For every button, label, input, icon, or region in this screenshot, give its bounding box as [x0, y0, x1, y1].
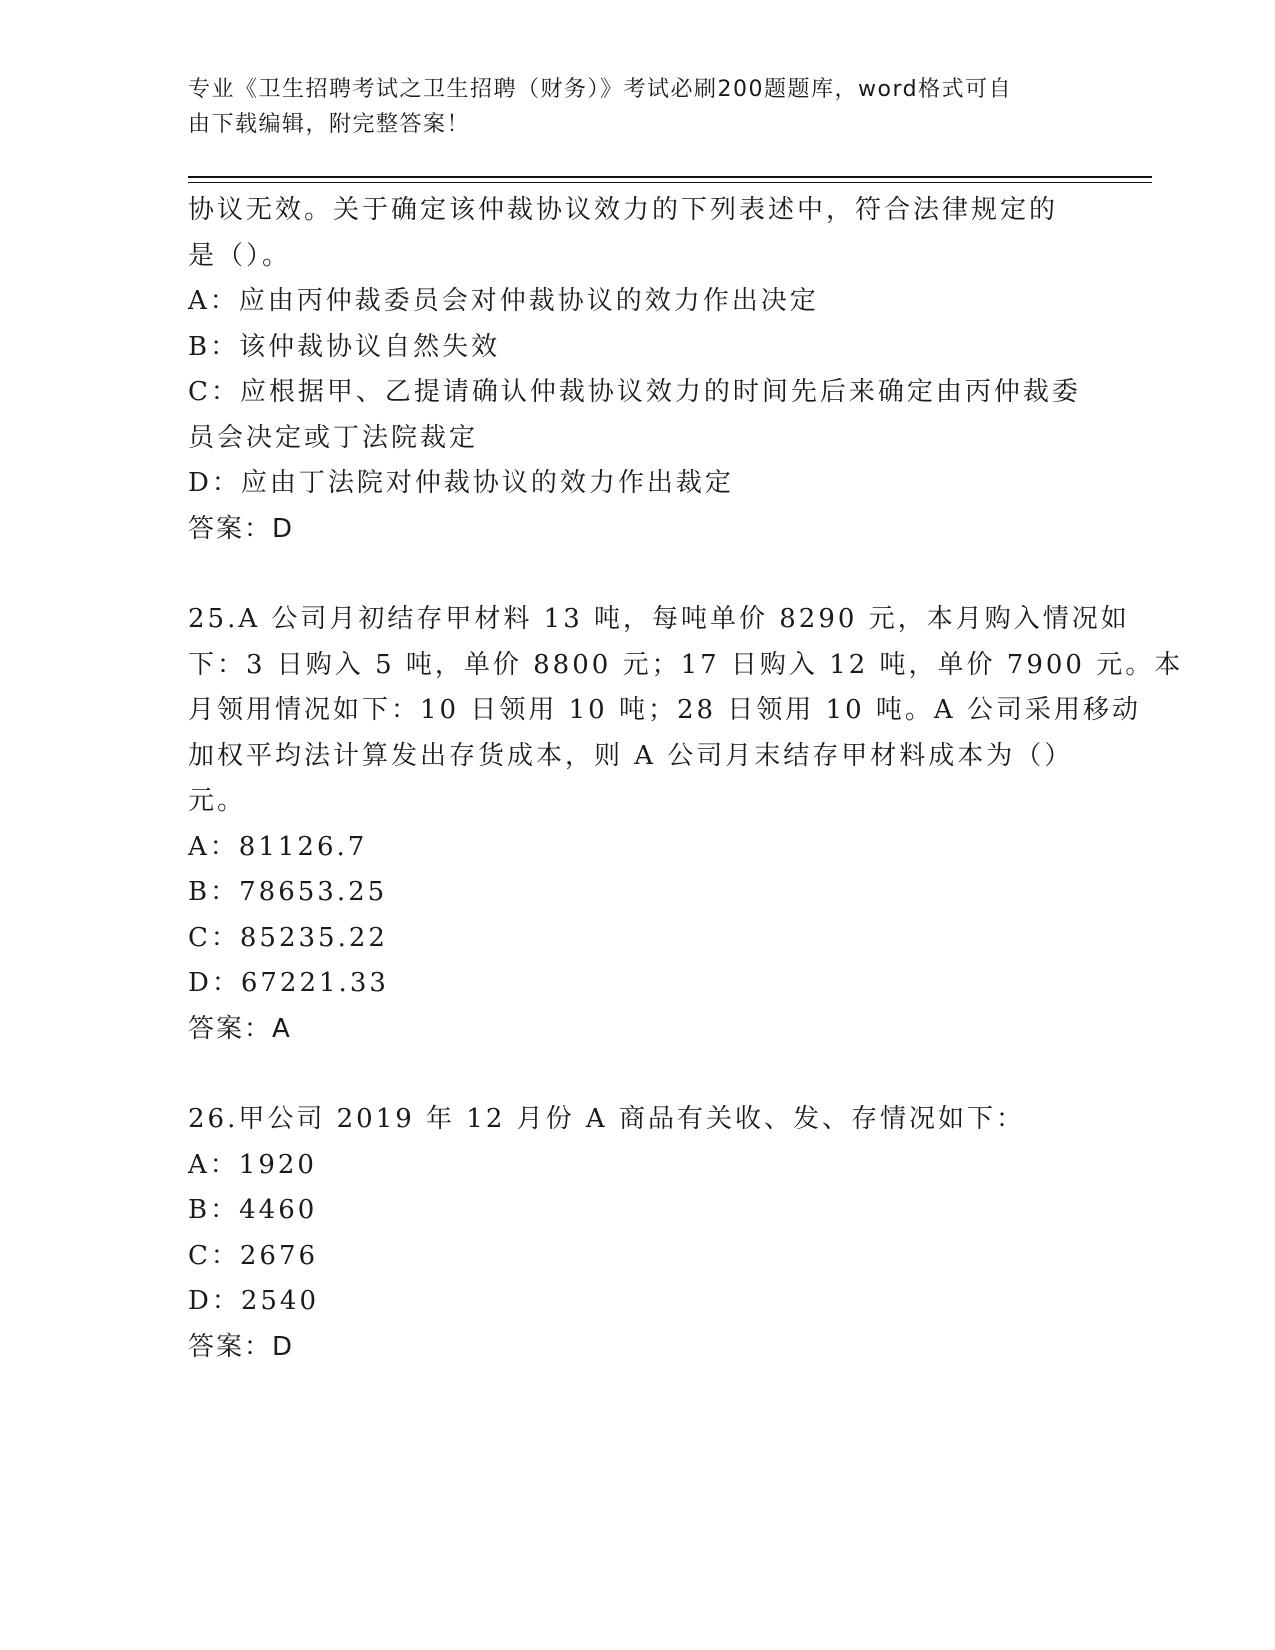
option-b: B：该仲裁协议自然失效	[188, 331, 501, 362]
option-c: C：85235.22	[188, 922, 388, 953]
question-24	[188, 188, 1088, 552]
question-stem-line: 加权平均法计算发出存货成本，则 A 公司月末结存甲材料成本为（）	[188, 740, 1074, 771]
option-a: A：1920	[188, 1149, 317, 1180]
header-line-2: 由下载编辑，附完整答案！	[188, 112, 471, 137]
question-25	[188, 597, 1184, 1052]
option-a: A：应由丙仲裁委员会对仲裁协议的效力作出决定	[188, 286, 819, 316]
option-c: C：2676	[188, 1240, 319, 1271]
option-d: D：应由丁法院对仲裁协议的效力作出裁定	[188, 468, 734, 498]
option-b: B：78653.25	[188, 877, 388, 907]
question-stem-line: 月领用情况如下：10 日领用 10 吨；28 日领用 10 吨。A 公司采用移动	[188, 695, 1141, 725]
question-26	[188, 1097, 1088, 1370]
answer-label: 答案：D	[188, 1331, 295, 1362]
option-d: D：2540	[188, 1286, 320, 1316]
answer-label: 答案：D	[188, 513, 295, 544]
header-divider-thin	[188, 182, 1152, 183]
question-stem-line: 元。	[188, 786, 247, 816]
question-stem-line: 是（）。	[188, 240, 292, 271]
question-stem-line: 下：3 日购入 5 吨，单价 8800 元；17 日购入 12 吨，单价 7900 元。本	[188, 649, 1184, 680]
answer-label: 答案：A	[188, 1013, 292, 1044]
option-c: C：应根据甲、乙提请确认仲裁协议效力的时间先后来确定由丙仲裁委	[188, 377, 1081, 407]
question-stem-line: 协议无效。关于确定该仲裁协议效力的下列表述中，符合法律规定的	[188, 195, 1059, 225]
header-line-1: 专业《卫生招聘考试之卫生招聘（财务）》考试必刷200题题库，word格式可自	[188, 77, 1013, 102]
question-stem-line: 25.A 公司月初结存甲材料 13 吨，每吨单价 8290 元，本月购入情况如	[188, 604, 1130, 634]
option-a: A：81126.7	[188, 831, 368, 862]
question-stem-line: 26.甲公司 2019 年 12 月份 A 商品有关收、发、存情况如下：	[188, 1104, 1025, 1134]
document-header	[188, 72, 1068, 142]
header-divider-thick	[188, 176, 1152, 178]
option-d: D：67221.33	[188, 968, 389, 998]
option-c-continued: 员会决定或丁法院裁定	[188, 422, 479, 453]
question-content	[188, 188, 1184, 1370]
option-b: B：4460	[188, 1195, 318, 1225]
